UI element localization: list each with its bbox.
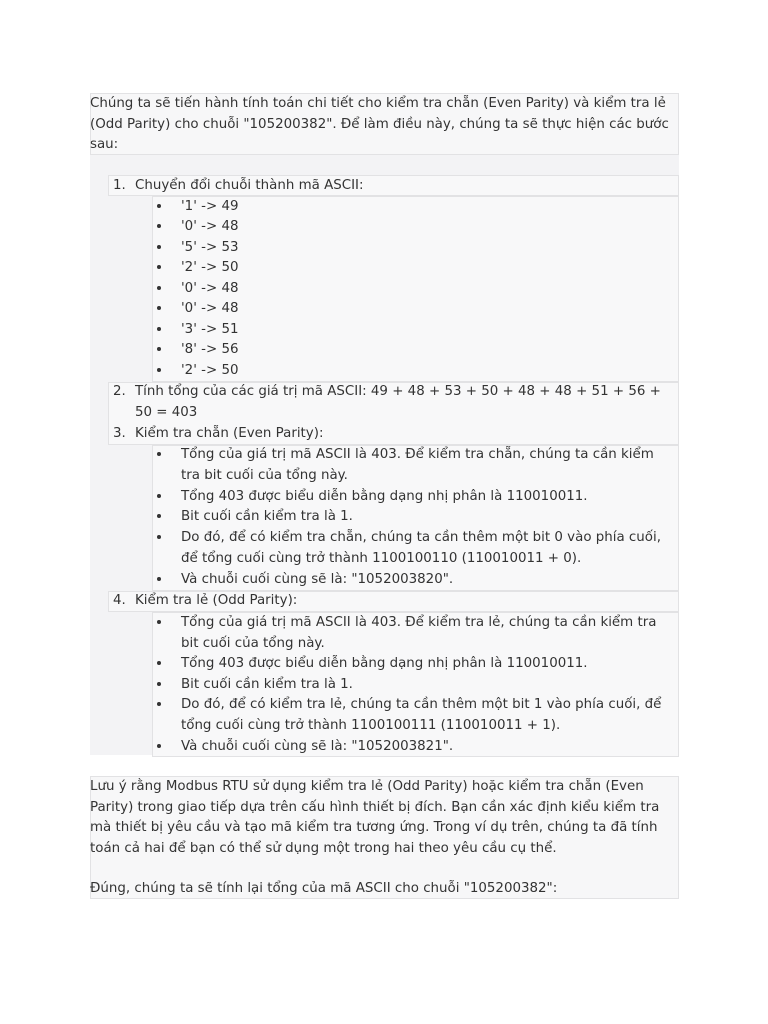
step-4-number: 4. bbox=[113, 593, 126, 608]
bullet-icon bbox=[157, 327, 161, 331]
step-3-item bbox=[157, 445, 161, 466]
bullet-icon bbox=[157, 577, 161, 581]
step-4-item bbox=[157, 613, 161, 634]
step-1-text: Chuyển đổi chuỗi thành mã ASCII: bbox=[135, 178, 364, 193]
step-3-item bbox=[157, 507, 161, 528]
step-4-item bbox=[157, 737, 161, 758]
step-1-item bbox=[157, 197, 161, 218]
bullet-icon bbox=[157, 682, 161, 686]
step-4-item bbox=[157, 675, 161, 696]
step-4-item-text: Tổng 403 được biểu diễn bằng dạng nhị phân là 110010011. bbox=[181, 656, 588, 671]
step-3-item-text: Tổng 403 được biểu diễn bằng dạng nhị phân là 110010011. bbox=[181, 489, 588, 504]
step-1-item bbox=[157, 258, 161, 279]
step-4-item bbox=[157, 695, 161, 716]
step-2-number: 2. bbox=[113, 384, 126, 399]
step-1-item-text: '0' -> 48 bbox=[181, 219, 239, 234]
step-1-item bbox=[157, 340, 161, 361]
step-1-item-text: '2' -> 50 bbox=[181, 363, 239, 378]
bullet-icon bbox=[157, 347, 161, 351]
step-1-item bbox=[157, 299, 161, 320]
step-1-number: 1. bbox=[113, 178, 126, 193]
step-3-item bbox=[157, 528, 161, 549]
step-4-item-text: Bit cuối cần kiểm tra là 1. bbox=[181, 677, 353, 692]
bullet-icon bbox=[157, 245, 161, 249]
step-3-item bbox=[157, 487, 161, 508]
step-1-item-text: '2' -> 50 bbox=[181, 260, 239, 275]
closing-line: Đúng, chúng ta sẽ tính lại tổng của mã ASCII cho chuỗi "105200382": bbox=[90, 881, 558, 896]
step-3-number: 3. bbox=[113, 426, 126, 441]
step-2-text: Tính tổng của các giá trị mã ASCII: 49 + 48 + 53 + 50 + 48 + 48 + 51 + 56 + 50 = 403 bbox=[135, 384, 661, 420]
bullet-icon bbox=[157, 286, 161, 290]
bullet-icon bbox=[157, 224, 161, 228]
step-3-text: Kiểm tra chẵn (Even Parity): bbox=[135, 426, 324, 441]
step-3-item-text: Do đó, để có kiểm tra chẵn, chúng ta cần thêm một bit 0 vào phía cuối, để tổng cuối cùng trở thành 1100100110 (110010011 + 0). bbox=[181, 530, 661, 566]
step-1-item-text: '5' -> 53 bbox=[181, 240, 239, 255]
step-1-item-text: '0' -> 48 bbox=[181, 281, 239, 296]
step-1-item-text: '1' -> 49 bbox=[181, 199, 239, 214]
step-1-item bbox=[157, 320, 161, 341]
step-1-item bbox=[157, 217, 161, 238]
bullet-icon bbox=[157, 744, 161, 748]
bullet-icon bbox=[157, 661, 161, 665]
step-3-item-text: Bit cuối cần kiểm tra là 1. bbox=[181, 509, 353, 524]
step-4-item-text: Do đó, để có kiểm tra lẻ, chúng ta cần thêm một bit 1 vào phía cuối, để tổng cuối cùng trở thành 1100100111 (110010011 + 1). bbox=[181, 697, 662, 733]
bullet-icon bbox=[157, 265, 161, 269]
bullet-icon bbox=[157, 514, 161, 518]
step-1-item-text: '0' -> 48 bbox=[181, 301, 239, 316]
bullet-icon bbox=[157, 368, 161, 372]
step-1-item bbox=[157, 361, 161, 382]
step-1-item-text: '8' -> 56 bbox=[181, 342, 239, 357]
step-4-item-text: Và chuỗi cuối cùng sẽ là: "1052003821". bbox=[181, 739, 454, 754]
bullet-icon bbox=[157, 702, 161, 706]
step-1-item bbox=[157, 279, 161, 300]
step-3-item bbox=[157, 570, 161, 591]
step-4-item bbox=[157, 654, 161, 675]
step-3-item-text: Tổng của giá trị mã ASCII là 403. Để kiểm tra chẵn, chúng ta cần kiểm tra bit cuối của tổng này. bbox=[181, 447, 654, 483]
bullet-icon bbox=[157, 452, 161, 456]
step-1-item bbox=[157, 238, 161, 259]
step-3-item-text: Và chuỗi cuối cùng sẽ là: "1052003820". bbox=[181, 572, 454, 587]
bullet-icon bbox=[157, 535, 161, 539]
intro-paragraph: Chúng ta sẽ tiến hành tính toán chi tiết cho kiểm tra chẵn (Even Parity) và kiểm tra lẻ (Odd Parity) cho chuỗi "105200382". Để làm điều này, chúng ta sẽ thực hiện các bước sau: bbox=[90, 96, 669, 152]
bullet-icon bbox=[157, 494, 161, 498]
bullet-icon bbox=[157, 204, 161, 208]
bullet-icon bbox=[157, 306, 161, 310]
bullet-icon bbox=[157, 620, 161, 624]
note-paragraph: Lưu ý rằng Modbus RTU sử dụng kiểm tra lẻ (Odd Parity) hoặc kiểm tra chẵn (Even Parity) trong giao tiếp dựa trên cấu hình thiết bị đích. Bạn cần xác định kiểu kiểm tra mà thiết bị yêu cầu và tạo mã kiểm tra tương ứng. Trong ví dụ trên, chúng ta đã tính toán cả hai để bạn có thể sử dụng một trong hai theo yêu cầu cụ thể. bbox=[90, 779, 660, 856]
step-4-item-text: Tổng của giá trị mã ASCII là 403. Để kiểm tra lẻ, chúng ta cần kiểm tra bit cuối của tổng này. bbox=[181, 615, 657, 651]
step-1-item-text: '3' -> 51 bbox=[181, 322, 239, 337]
step-4-text: Kiểm tra lẻ (Odd Parity): bbox=[135, 593, 298, 608]
